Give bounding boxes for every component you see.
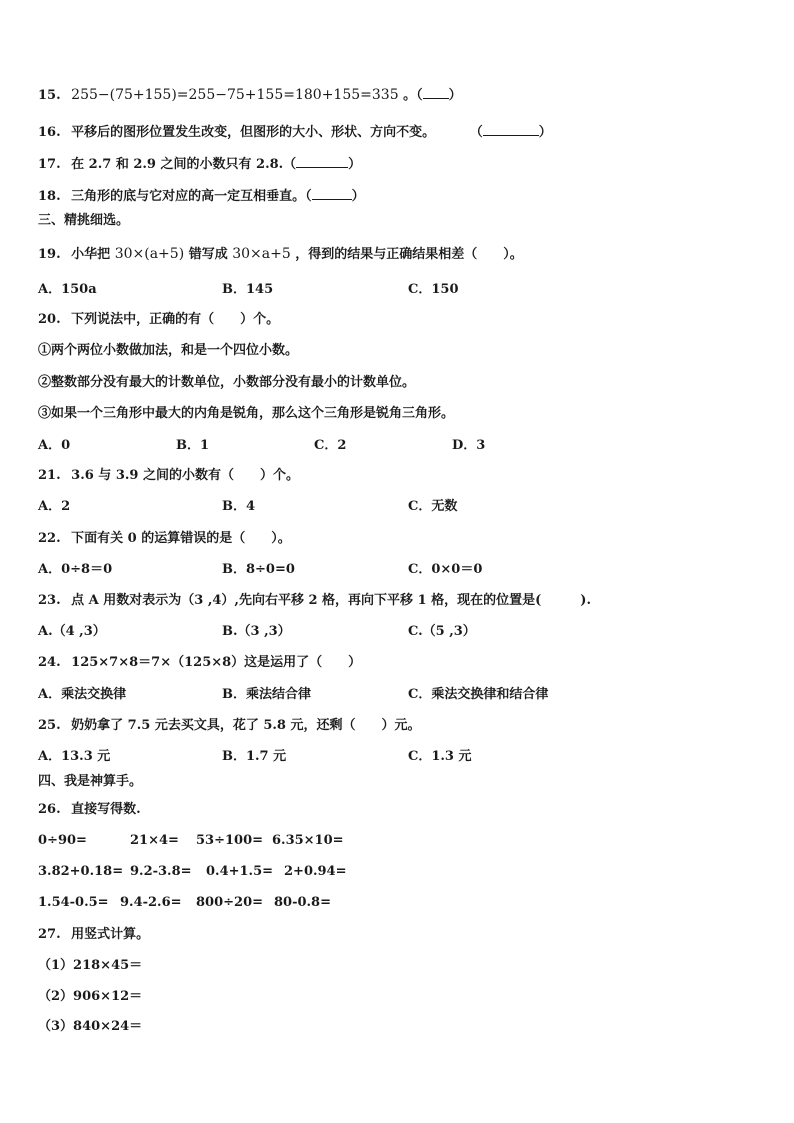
question-text: 3.6 与 3.9 之间的小数有（ ）个。 [71, 468, 299, 483]
question-number: 26. [38, 802, 61, 817]
calc-item: 2+0.94= [284, 864, 347, 879]
option-b[interactable]: B．4 [222, 499, 256, 514]
option-b[interactable]: B．8÷0=0 [222, 562, 295, 577]
option-a[interactable]: A．2 [38, 499, 71, 514]
calc-item: 0÷90= [38, 833, 87, 848]
calc-item: 1.54-0.5= [38, 895, 109, 910]
option-b[interactable]: B．乘法结合律 [222, 687, 311, 702]
option-c[interactable]: C．乘法交换律和结合律 [408, 687, 549, 702]
question-22 [38, 530, 291, 548]
answer-blank[interactable] [483, 123, 539, 136]
option-b[interactable]: B．1.7 元 [222, 749, 287, 764]
question-number: 27. [38, 927, 61, 942]
section-heading-3: 三、精挑细选。 [38, 213, 130, 228]
question-25 [38, 717, 421, 735]
question-number: 15. [38, 88, 61, 103]
question-number: 19. [38, 247, 61, 262]
question-number: 18. [38, 189, 61, 204]
statement-3: ③如果一个三角形中最大的内角是锐角，那么这个三角形是锐角三角形。 [38, 406, 455, 421]
section-heading-4: 四、我是神算手。 [38, 774, 143, 789]
option-a[interactable]: A．0÷8＝0 [38, 562, 113, 577]
question-text: 点 A 用数对表示为（3 ,4）,先向右平移 2 格，再向下平移 1 格，现在的位置是( ). [71, 593, 591, 608]
option-d[interactable]: D．3 [452, 438, 486, 453]
question-text: 平移后的图形位置发生改变，但图形的大小、形状、方向不变。 [71, 125, 436, 140]
option-c[interactable]: C．0×0＝0 [408, 562, 483, 577]
question-number: 21. [38, 468, 61, 483]
option-b[interactable]: B.（3 ,3） [222, 624, 291, 639]
answer-blank[interactable] [423, 86, 449, 99]
option-a[interactable]: A．乘法交换律 [38, 687, 127, 702]
calc-item: 53÷100= [196, 833, 264, 848]
question-text: 在 2.7 和 2.9 之间的小数只有 2.8.（ [71, 157, 297, 172]
option-b[interactable]: B．1 [176, 438, 210, 453]
option-a[interactable]: A．13.3 元 [38, 749, 111, 764]
calc-item: 3.82+0.18= [38, 864, 124, 879]
question-number: 24. [38, 655, 61, 670]
calc-item: 21×4= [130, 833, 179, 848]
question-text: 下列说法中，正确的有（ ）个。 [71, 312, 280, 327]
calc-subitem-3: （3）840×24＝ [38, 1019, 143, 1034]
question-20 [38, 311, 279, 329]
math-expression: 30×a+5 [232, 246, 291, 262]
question-text: 奶奶拿了 7.5 元去买文具，花了 5.8 元，还剩（ ）元。 [71, 718, 421, 733]
option-b[interactable]: B．145 [222, 282, 274, 297]
question-16: 16. 平移后的图形位置发生改变，但图形的大小、形状、方向不变。 （ ） [38, 125, 552, 140]
question-26 [38, 801, 141, 819]
question-27 [38, 926, 149, 944]
answer-blank[interactable] [296, 155, 348, 168]
question-15: 15. 255−(75+155)=255−75+155=180+155=335 。（ ） [38, 87, 462, 103]
question-24 [38, 654, 361, 672]
question-17: 17. 在 2.7 和 2.9 之间的小数只有 2.8.（ ） [38, 157, 362, 172]
answer-blank[interactable] [312, 187, 352, 200]
question-text: 下面有关 0 的运算错误的是（ ）。 [71, 531, 291, 546]
question-text: 三角形的底与它对应的高一定互相垂直。（ [71, 189, 312, 204]
calc-subitem-2: （2）906×12＝ [38, 989, 143, 1004]
question-23 [38, 592, 591, 610]
option-c[interactable]: C．2 [314, 438, 347, 453]
option-c[interactable]: C．150 [408, 282, 459, 297]
calc-item: 9.2-3.8= [130, 864, 192, 879]
question-text: 125×7×8＝7×（125×8）这是运用了（ ） [71, 655, 362, 670]
question-number: 16. [38, 125, 61, 140]
question-text: 直接写得数. [71, 802, 141, 817]
statement-1: ①两个两位小数做加法，和是一个四位小数。 [38, 343, 299, 358]
option-c[interactable]: C.（5 ,3） [408, 624, 476, 639]
math-expression: 255−(75+155)=255−75+155=180+155=335 [71, 87, 399, 103]
calc-item: 0.4+1.5= [206, 864, 274, 879]
calc-item: 800÷20= [196, 895, 264, 910]
question-19: 19. 小华把 30×(a+5) 错写成 30×a+5 ，得到的结果与正确结果相差（ ）。 [38, 246, 523, 262]
question-number: 22. [38, 531, 61, 546]
calc-subitem-1: （1）218×45＝ [38, 958, 143, 973]
question-18: 18. 三角形的底与它对应的高一定互相垂直。（ ） [38, 189, 365, 204]
option-a[interactable]: A．150a [38, 282, 97, 297]
option-a[interactable]: A.（4 ,3） [38, 624, 106, 639]
question-number: 23. [38, 593, 61, 608]
math-expression: 30×(a+5) [114, 246, 185, 262]
question-number: 17. [38, 157, 61, 172]
question-number: 25. [38, 718, 61, 733]
question-text: 用竖式计算。 [71, 927, 150, 942]
calc-item: 9.4-2.6= [120, 895, 182, 910]
option-c[interactable]: C．1.3 元 [408, 749, 472, 764]
calc-item: 6.35×10= [272, 833, 344, 848]
calc-item: 80-0.8= [274, 895, 331, 910]
question-number: 20. [38, 312, 61, 327]
statement-2: ②整数部分没有最大的计数单位，小数部分没有最小的计数单位。 [38, 375, 416, 390]
question-21 [38, 467, 299, 485]
option-c[interactable]: C．无数 [408, 499, 458, 514]
option-a[interactable]: A．0 [38, 438, 71, 453]
